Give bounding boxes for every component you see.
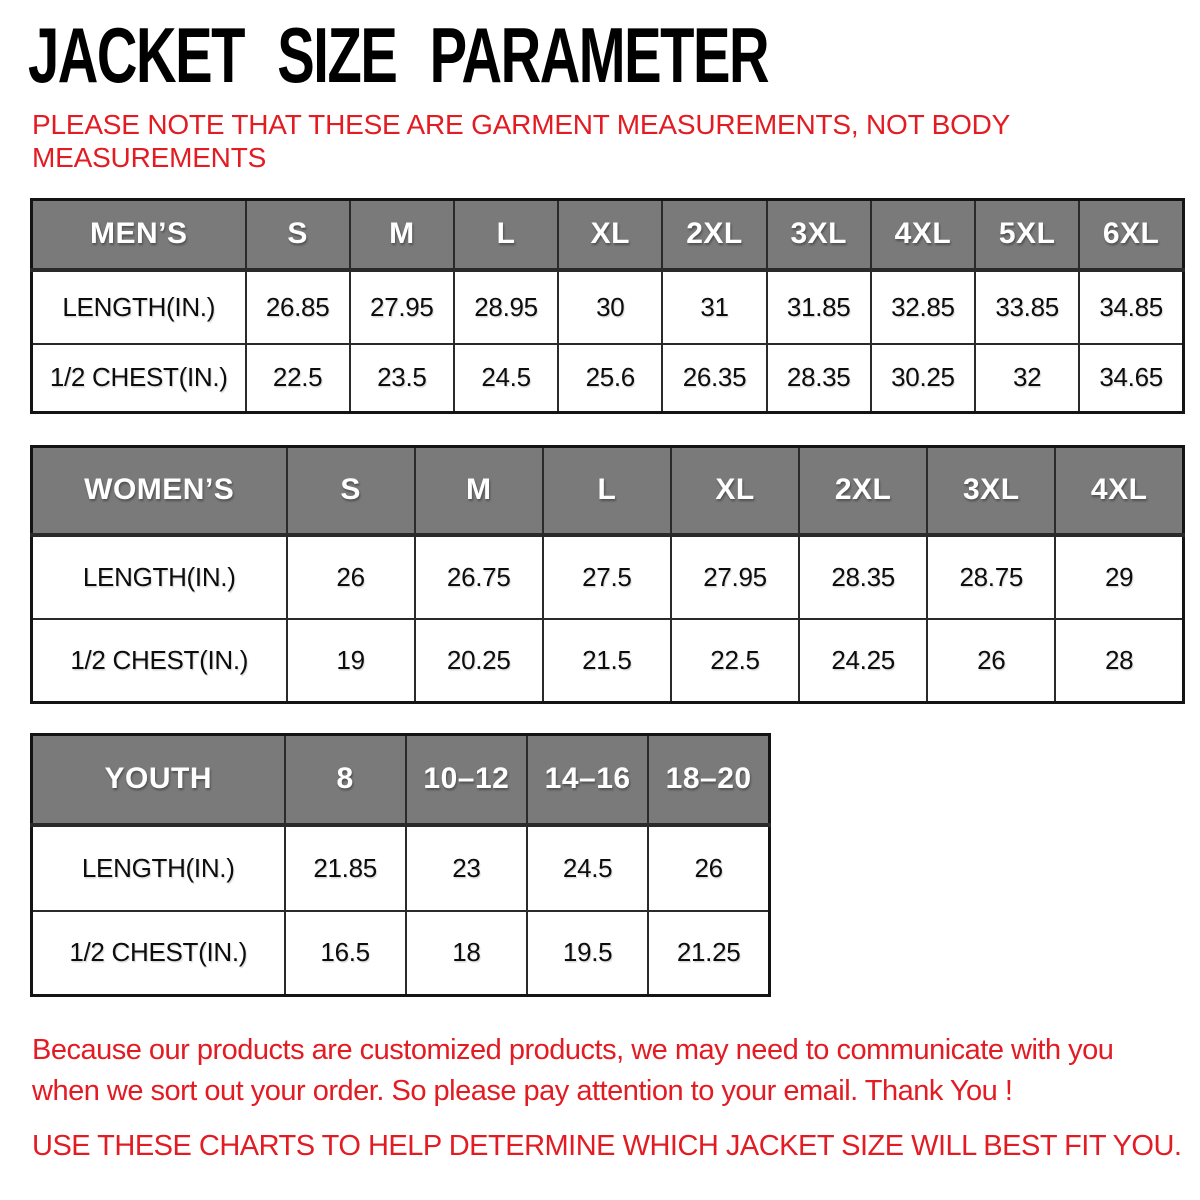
womens-header-row bbox=[32, 447, 1184, 535]
size-value-cell: 26 bbox=[927, 619, 1055, 703]
size-value-cell: 26 bbox=[287, 535, 415, 619]
mens-table-title: MEN’S bbox=[32, 200, 246, 270]
garment-measurement-note bbox=[32, 108, 1010, 174]
size-header: 2XL bbox=[662, 200, 766, 270]
size-value-cell: 20.25 bbox=[415, 619, 543, 703]
size-value-cell: 32.85 bbox=[871, 270, 975, 344]
table-row bbox=[32, 270, 1184, 344]
size-value-cell: 24.25 bbox=[799, 619, 927, 703]
size-value-cell: 21.5 bbox=[543, 619, 671, 703]
size-value-cell: 25.6 bbox=[558, 344, 662, 413]
size-value-cell: 34.85 bbox=[1079, 270, 1183, 344]
row-label: LENGTH(IN.) bbox=[32, 825, 285, 911]
size-value-cell: 23.5 bbox=[350, 344, 454, 413]
row-label: LENGTH(IN.) bbox=[32, 535, 287, 619]
size-value-cell: 33.85 bbox=[975, 270, 1079, 344]
size-value-cell: 23 bbox=[406, 825, 527, 911]
size-value-cell: 19 bbox=[287, 619, 415, 703]
size-value-cell: 26.35 bbox=[662, 344, 766, 413]
size-header: S bbox=[287, 447, 415, 535]
mens-header-row bbox=[32, 200, 1184, 270]
size-value-cell: 21.85 bbox=[285, 825, 406, 911]
note-line-2: MEASUREMENTS bbox=[32, 142, 267, 173]
size-value-cell: 32 bbox=[975, 344, 1079, 413]
size-value-cell: 19.5 bbox=[527, 911, 648, 996]
size-header: 3XL bbox=[767, 200, 871, 270]
note-line-1: PLEASE NOTE THAT THESE ARE GARMENT MEASUREMENTS, NOT BODY bbox=[32, 109, 1011, 140]
customization-notice-line-2: when we sort out your order. So please pay attention to your email. Thank You ! bbox=[32, 1075, 1013, 1107]
size-value-cell: 30.25 bbox=[871, 344, 975, 413]
size-header: L bbox=[454, 200, 558, 270]
size-value-cell: 28.35 bbox=[799, 535, 927, 619]
size-header: 14–16 bbox=[527, 735, 648, 825]
size-value-cell: 16.5 bbox=[285, 911, 406, 996]
size-header: 2XL bbox=[799, 447, 927, 535]
size-header: M bbox=[415, 447, 543, 535]
customization-notice-line-1: Because our products are customized products, we may need to communicate with you bbox=[32, 1034, 1114, 1066]
size-header: L bbox=[543, 447, 671, 535]
size-header: 3XL bbox=[927, 447, 1055, 535]
row-label: 1/2 CHEST(IN.) bbox=[32, 344, 246, 413]
size-value-cell: 29 bbox=[1055, 535, 1183, 619]
womens-size-table bbox=[30, 445, 1185, 704]
size-header: XL bbox=[671, 447, 799, 535]
table-row bbox=[32, 344, 1184, 413]
size-value-cell: 18 bbox=[406, 911, 527, 996]
size-value-cell: 27.5 bbox=[543, 535, 671, 619]
size-value-cell: 34.65 bbox=[1079, 344, 1183, 413]
mens-size-table bbox=[30, 198, 1185, 414]
size-header: XL bbox=[558, 200, 662, 270]
size-header: 6XL bbox=[1079, 200, 1183, 270]
size-value-cell: 27.95 bbox=[671, 535, 799, 619]
size-value-cell: 28.95 bbox=[454, 270, 558, 344]
size-value-cell: 28.35 bbox=[767, 344, 871, 413]
size-value-cell: 31 bbox=[662, 270, 766, 344]
size-value-cell: 28.75 bbox=[927, 535, 1055, 619]
size-value-cell: 24.5 bbox=[527, 825, 648, 911]
table-row bbox=[32, 535, 1184, 619]
row-label: 1/2 CHEST(IN.) bbox=[32, 619, 287, 703]
size-header: 10–12 bbox=[406, 735, 527, 825]
customization-notice bbox=[32, 1030, 1113, 1112]
table-row bbox=[32, 825, 770, 911]
page-title: JACKET SIZE PARAMETER bbox=[28, 11, 769, 99]
size-header: 8 bbox=[285, 735, 406, 825]
table-row bbox=[32, 911, 770, 996]
size-header: 4XL bbox=[1055, 447, 1183, 535]
table-row bbox=[32, 619, 1184, 703]
size-value-cell: 22.5 bbox=[671, 619, 799, 703]
row-label: 1/2 CHEST(IN.) bbox=[32, 911, 285, 996]
size-value-cell: 24.5 bbox=[454, 344, 558, 413]
size-value-cell: 31.85 bbox=[767, 270, 871, 344]
size-value-cell: 26.85 bbox=[246, 270, 350, 344]
size-value-cell: 26 bbox=[648, 825, 769, 911]
youth-size-table bbox=[30, 733, 771, 997]
youth-header-row bbox=[32, 735, 770, 825]
size-header: M bbox=[350, 200, 454, 270]
size-value-cell: 21.25 bbox=[648, 911, 769, 996]
row-label: LENGTH(IN.) bbox=[32, 270, 246, 344]
size-header: 18–20 bbox=[648, 735, 769, 825]
size-value-cell: 28 bbox=[1055, 619, 1183, 703]
size-value-cell: 27.95 bbox=[350, 270, 454, 344]
size-header: S bbox=[246, 200, 350, 270]
youth-table-title: YOUTH bbox=[32, 735, 285, 825]
size-header: 5XL bbox=[975, 200, 1079, 270]
size-value-cell: 30 bbox=[558, 270, 662, 344]
size-value-cell: 26.75 bbox=[415, 535, 543, 619]
size-value-cell: 22.5 bbox=[246, 344, 350, 413]
womens-table-title: WOMEN’S bbox=[32, 447, 287, 535]
size-header: 4XL bbox=[871, 200, 975, 270]
chart-usage-note: USE THESE CHARTS TO HELP DETERMINE WHICH JACKET SIZE WILL BEST FIT YOU. bbox=[32, 1130, 1182, 1162]
